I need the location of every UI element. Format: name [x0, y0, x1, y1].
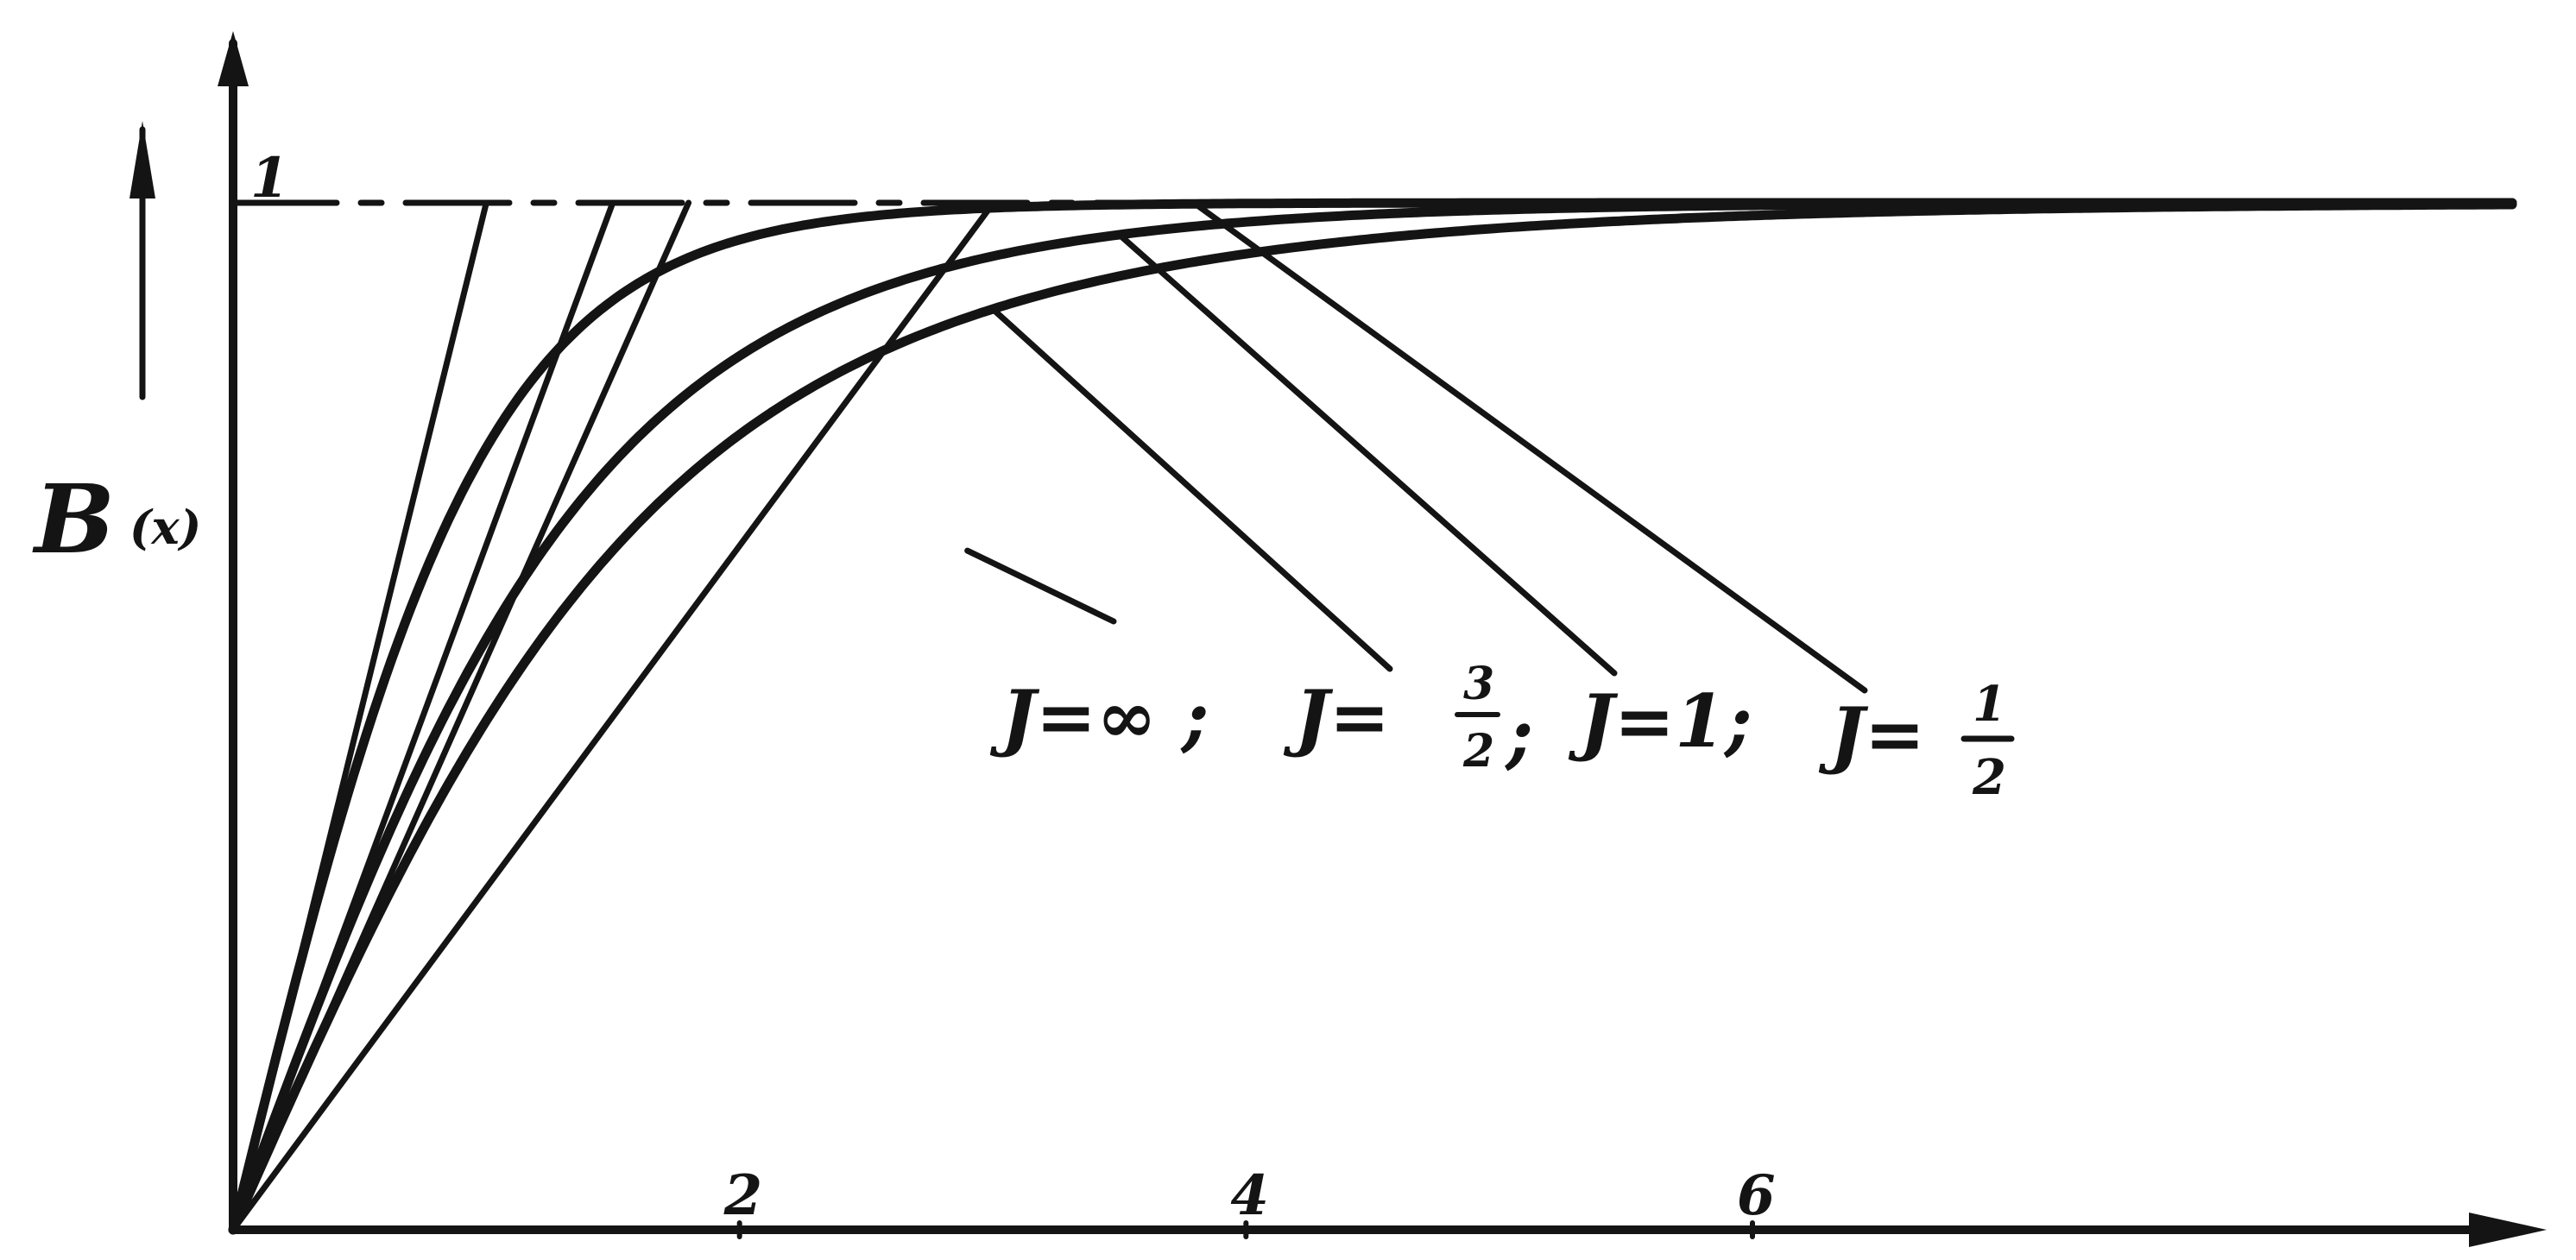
x-axis-arrow — [2469, 1213, 2547, 1247]
label-j-three-halves-den: 2 — [1463, 725, 1495, 778]
curve-labels — [989, 658, 2011, 806]
label-j-one: J=1; — [1580, 678, 1752, 764]
leader-j-1-2 — [1196, 204, 1865, 690]
label-j-half-den: 2 — [1973, 749, 2006, 806]
label-j-half: J= — [1830, 691, 1926, 777]
leader-j-inf — [968, 551, 1114, 621]
y-axis-label: (x) — [129, 500, 202, 555]
y-axis-label-B: B — [35, 463, 115, 575]
label-j-three-halves-sep: ; — [1506, 691, 1534, 777]
label-j-three-halves: J= — [1295, 674, 1391, 759]
label-j-inf: J=∞ ; — [1001, 674, 1209, 759]
label-j-half-num: 1 — [1973, 676, 2006, 733]
magnetization-arrow-head — [129, 121, 155, 198]
x-tick-label-6: 6 — [1737, 1163, 1776, 1228]
y-axis-arrow — [218, 31, 249, 86]
x-tick-label-2: 2 — [723, 1163, 763, 1228]
leader-j-3-2 — [993, 309, 1390, 669]
x-tick-label-4: 4 — [1230, 1163, 1269, 1228]
label-j-three-halves-num: 3 — [1463, 658, 1495, 710]
y-tick-label-1: 1 — [250, 146, 289, 211]
